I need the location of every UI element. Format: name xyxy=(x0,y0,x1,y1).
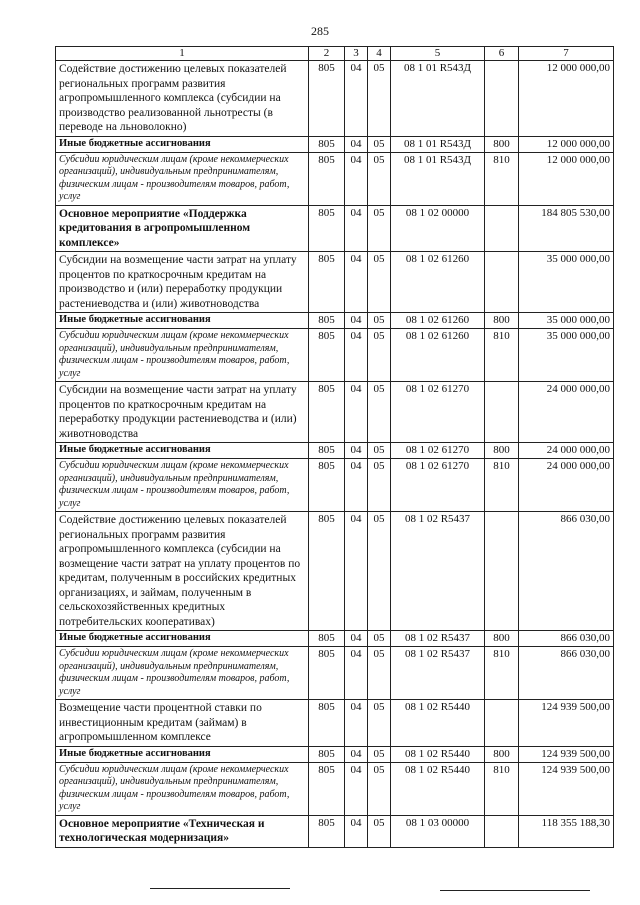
section-code: 04 xyxy=(345,443,368,459)
table-row xyxy=(56,762,614,815)
subsection-code: 05 xyxy=(368,313,391,329)
amount: 24 000 000,00 xyxy=(519,459,614,512)
table-row xyxy=(56,313,614,329)
row-description: Иные бюджетные ассигнования xyxy=(56,313,309,329)
section-code: 04 xyxy=(345,61,368,137)
amount: 12 000 000,00 xyxy=(519,61,614,137)
expense-type-code xyxy=(485,252,519,313)
amount: 12 000 000,00 xyxy=(519,152,614,205)
expense-type-code xyxy=(485,382,519,443)
section-code: 04 xyxy=(345,459,368,512)
target-article-code: 08 1 02 61260 xyxy=(391,329,485,382)
subsection-code: 05 xyxy=(368,746,391,762)
section-code: 04 xyxy=(345,631,368,647)
target-article-code: 08 1 02 61270 xyxy=(391,443,485,459)
expense-type-code xyxy=(485,512,519,631)
subsection-code: 05 xyxy=(368,205,391,252)
target-article-code: 08 1 02 61270 xyxy=(391,382,485,443)
expense-type-code xyxy=(485,205,519,252)
admin-code: 805 xyxy=(309,443,345,459)
row-description: Иные бюджетные ассигнования xyxy=(56,136,309,152)
column-header-7: 7 xyxy=(519,47,614,61)
table-row xyxy=(56,443,614,459)
expense-type-code: 810 xyxy=(485,647,519,700)
section-code: 04 xyxy=(345,152,368,205)
target-article-code: 08 1 02 00000 xyxy=(391,205,485,252)
subsection-code: 05 xyxy=(368,152,391,205)
admin-code: 805 xyxy=(309,459,345,512)
row-description: Субсидии на возмещение части затрат на уплату процентов по краткосрочным кредитам на производство и (или) переработку продукции растениеводства и (или) животноводства xyxy=(56,252,309,313)
page-number: 285 xyxy=(311,24,329,38)
section-code: 04 xyxy=(345,252,368,313)
amount: 124 939 500,00 xyxy=(519,700,614,747)
amount: 866 030,00 xyxy=(519,647,614,700)
section-code: 04 xyxy=(345,329,368,382)
table-row xyxy=(56,700,614,747)
admin-code: 805 xyxy=(309,313,345,329)
amount: 12 000 000,00 xyxy=(519,136,614,152)
section-code: 04 xyxy=(345,647,368,700)
row-description: Основное мероприятие «Техническая и технологическая модернизация» xyxy=(56,815,309,847)
expense-type-code: 800 xyxy=(485,313,519,329)
admin-code: 805 xyxy=(309,61,345,137)
admin-code: 805 xyxy=(309,647,345,700)
subsection-code: 05 xyxy=(368,329,391,382)
expense-type-code: 800 xyxy=(485,136,519,152)
target-article-code: 08 1 02 R5440 xyxy=(391,746,485,762)
subsection-code: 05 xyxy=(368,61,391,137)
admin-code: 805 xyxy=(309,746,345,762)
section-code: 04 xyxy=(345,205,368,252)
section-code: 04 xyxy=(345,700,368,747)
table-row xyxy=(56,329,614,382)
row-description: Субсидии юридическим лицам (кроме некоммерческих организаций), индивидуальным предпринимателям, физическим лицам - производителям товаров, работ, услуг xyxy=(56,152,309,205)
expense-type-code: 800 xyxy=(485,631,519,647)
table-row xyxy=(56,205,614,252)
header-row xyxy=(56,47,614,61)
subsection-code: 05 xyxy=(368,762,391,815)
table-row xyxy=(56,815,614,847)
amount: 35 000 000,00 xyxy=(519,252,614,313)
subsection-code: 05 xyxy=(368,647,391,700)
row-description: Возмещение части процентной ставки по инвестиционным кредитам (займам) в агропромышленном комплексе xyxy=(56,700,309,747)
expense-type-code xyxy=(485,61,519,137)
expense-type-code xyxy=(485,815,519,847)
row-description: Основное мероприятие «Поддержка кредитования в агропромышленном комплексе» xyxy=(56,205,309,252)
target-article-code: 08 1 01 R543Д xyxy=(391,61,485,137)
row-description: Субсидии юридическим лицам (кроме некоммерческих организаций), индивидуальным предпринимателям, физическим лицам - производителям товаров, работ, услуг xyxy=(56,762,309,815)
column-header-1: 1 xyxy=(56,47,309,61)
column-header-3: 3 xyxy=(345,47,368,61)
row-description: Иные бюджетные ассигнования xyxy=(56,631,309,647)
amount: 118 355 188,30 xyxy=(519,815,614,847)
amount: 866 030,00 xyxy=(519,631,614,647)
table-row xyxy=(56,746,614,762)
target-article-code: 08 1 01 R543Д xyxy=(391,152,485,205)
target-article-code: 08 1 02 61260 xyxy=(391,252,485,313)
table-row xyxy=(56,252,614,313)
row-description: Субсидии юридическим лицам (кроме некоммерческих организаций), индивидуальным предпринимателям, физическим лицам - производителям товаров, работ, услуг xyxy=(56,459,309,512)
section-code: 04 xyxy=(345,746,368,762)
amount: 24 000 000,00 xyxy=(519,382,614,443)
admin-code: 805 xyxy=(309,136,345,152)
admin-code: 805 xyxy=(309,252,345,313)
subsection-code: 05 xyxy=(368,512,391,631)
target-article-code: 08 1 03 00000 xyxy=(391,815,485,847)
target-article-code: 08 1 02 R5437 xyxy=(391,512,485,631)
admin-code: 805 xyxy=(309,512,345,631)
expense-type-code: 800 xyxy=(485,443,519,459)
column-header-6: 6 xyxy=(485,47,519,61)
section-code: 04 xyxy=(345,382,368,443)
table-row xyxy=(56,61,614,137)
subsection-code: 05 xyxy=(368,631,391,647)
table-row xyxy=(56,382,614,443)
amount: 124 939 500,00 xyxy=(519,746,614,762)
bottom-line-right xyxy=(440,890,590,891)
table-row xyxy=(56,631,614,647)
column-header-5: 5 xyxy=(391,47,485,61)
section-code: 04 xyxy=(345,762,368,815)
row-description: Иные бюджетные ассигнования xyxy=(56,443,309,459)
expense-type-code: 810 xyxy=(485,459,519,512)
target-article-code: 08 1 02 61270 xyxy=(391,459,485,512)
admin-code: 805 xyxy=(309,382,345,443)
row-description: Субсидии на возмещение части затрат на уплату процентов по краткосрочным кредитам на переработку продукции растениеводства и (или) животноводства xyxy=(56,382,309,443)
subsection-code: 05 xyxy=(368,252,391,313)
admin-code: 805 xyxy=(309,631,345,647)
bottom-line-left xyxy=(150,888,290,889)
target-article-code: 08 1 02 R5440 xyxy=(391,762,485,815)
row-description: Содействие достижению целевых показателей региональных программ развития агропромышленного комплекса (субсидии на возмещение части затрат на уплату процентов по кредитам, полученным в российских кредитных организациях, и займам, полученным в сельскохозяйственных кредитных потребительских кооперативах) xyxy=(56,512,309,631)
section-code: 04 xyxy=(345,815,368,847)
table-row xyxy=(56,152,614,205)
table-body xyxy=(56,61,614,848)
row-description: Содействие достижению целевых показателей региональных программ развития агропромышленного комплекса (субсидии на производство реализованной льнотресты (в переводе на льноволокно) xyxy=(56,61,309,137)
amount: 35 000 000,00 xyxy=(519,329,614,382)
amount: 866 030,00 xyxy=(519,512,614,631)
admin-code: 805 xyxy=(309,762,345,815)
table-row xyxy=(56,512,614,631)
section-code: 04 xyxy=(345,313,368,329)
admin-code: 805 xyxy=(309,700,345,747)
subsection-code: 05 xyxy=(368,382,391,443)
target-article-code: 08 1 01 R543Д xyxy=(391,136,485,152)
expense-type-code: 810 xyxy=(485,152,519,205)
target-article-code: 08 1 02 R5437 xyxy=(391,647,485,700)
subsection-code: 05 xyxy=(368,443,391,459)
target-article-code: 08 1 02 61260 xyxy=(391,313,485,329)
admin-code: 805 xyxy=(309,329,345,382)
column-header-2: 2 xyxy=(309,47,345,61)
expense-type-code: 810 xyxy=(485,329,519,382)
section-code: 04 xyxy=(345,136,368,152)
column-header-4: 4 xyxy=(368,47,391,61)
amount: 124 939 500,00 xyxy=(519,762,614,815)
expense-type-code: 810 xyxy=(485,762,519,815)
expense-type-code xyxy=(485,700,519,747)
expense-type-code: 800 xyxy=(485,746,519,762)
admin-code: 805 xyxy=(309,152,345,205)
table-row xyxy=(56,136,614,152)
amount: 184 805 530,00 xyxy=(519,205,614,252)
subsection-code: 05 xyxy=(368,459,391,512)
subsection-code: 05 xyxy=(368,136,391,152)
section-code: 04 xyxy=(345,512,368,631)
amount: 35 000 000,00 xyxy=(519,313,614,329)
row-description: Субсидии юридическим лицам (кроме некоммерческих организаций), индивидуальным предпринимателям, физическим лицам - производителям товаров, работ, услуг xyxy=(56,329,309,382)
row-description: Иные бюджетные ассигнования xyxy=(56,746,309,762)
admin-code: 805 xyxy=(309,205,345,252)
amount: 24 000 000,00 xyxy=(519,443,614,459)
target-article-code: 08 1 02 R5437 xyxy=(391,631,485,647)
admin-code: 805 xyxy=(309,815,345,847)
target-article-code: 08 1 02 R5440 xyxy=(391,700,485,747)
table-row xyxy=(56,459,614,512)
subsection-code: 05 xyxy=(368,815,391,847)
budget-table xyxy=(55,46,614,848)
row-description: Субсидии юридическим лицам (кроме некоммерческих организаций), индивидуальным предпринимателям, физическим лицам - производителям товаров, работ, услуг xyxy=(56,647,309,700)
table-row xyxy=(56,647,614,700)
subsection-code: 05 xyxy=(368,700,391,747)
